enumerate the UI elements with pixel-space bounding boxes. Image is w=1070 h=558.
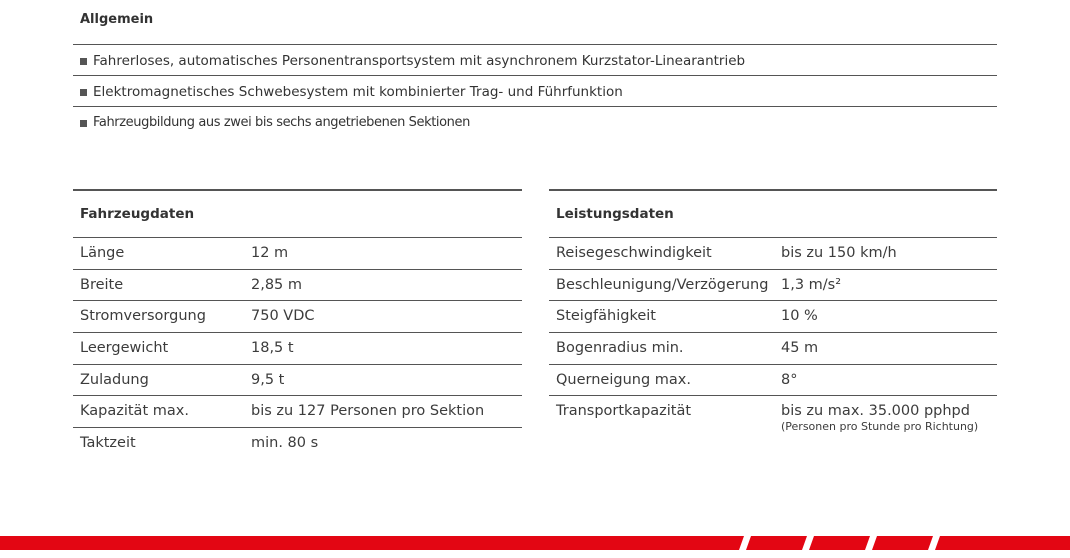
brand-stripe-main — [0, 536, 744, 550]
square-bullet-icon — [80, 120, 87, 127]
table-row — [73, 428, 522, 460]
row-label: Kapazität max. — [80, 403, 189, 420]
row-label: Bogenradius min. — [556, 340, 684, 357]
table-row — [73, 270, 522, 302]
table-row — [73, 238, 522, 270]
row-value: 1,3 m/s² — [781, 276, 842, 293]
table-row — [73, 333, 522, 365]
row-value: 9,5 t — [251, 371, 285, 388]
row-value: 45 m — [781, 340, 819, 357]
table-row — [549, 270, 997, 302]
general-item-text: Fahrzeugbildung aus zwei bis sechs angetriebenen Sektionen — [93, 115, 470, 130]
general-item — [73, 106, 997, 137]
vehicle-data-title: Fahrzeugdaten — [73, 191, 522, 238]
row-value: 2,85 m — [251, 276, 303, 293]
brand-stripe-segment — [872, 536, 933, 550]
general-item — [73, 75, 997, 106]
performance-data-title: Leistungsdaten — [549, 191, 997, 238]
row-label: Stromversorgung — [80, 308, 206, 325]
table-row — [549, 333, 997, 365]
general-list — [73, 44, 997, 137]
row-label: Zuladung — [80, 371, 149, 388]
table-row — [549, 301, 997, 333]
brand-stripe-segment — [746, 536, 807, 550]
row-label: Reisegeschwindigkeit — [556, 245, 712, 261]
vehicle-data-table — [73, 189, 522, 460]
row-label: Länge — [80, 245, 125, 261]
brand-stripe — [0, 536, 1070, 550]
general-item — [73, 44, 997, 75]
table-row — [549, 365, 997, 397]
table-row — [73, 396, 522, 428]
row-value: 10 % — [781, 308, 818, 325]
row-value-note: (Personen pro Stunde pro Richtung) — [781, 420, 979, 434]
general-item-text: Elektromagnetisches Schwebesystem mit kombinierter Trag- und Führfunktion — [93, 84, 623, 100]
table-row — [549, 396, 997, 438]
row-label: Transportkapazität — [556, 403, 692, 420]
row-label: Beschleunigung/Verzögerung — [556, 276, 769, 293]
general-title: Allgemein — [80, 12, 154, 27]
brand-stripe-segment — [935, 536, 1070, 550]
row-label: Taktzeit — [80, 435, 136, 452]
row-label: Steigfähigkeit — [556, 308, 656, 325]
table-row — [73, 301, 522, 333]
brand-stripe-segment — [809, 536, 870, 550]
table-row — [73, 365, 522, 397]
general-item-text: Fahrerloses, automatisches Personentransportsystem mit asynchronem Kurzstator-Linearantrieb — [93, 53, 746, 69]
row-value: 750 VDC — [251, 308, 315, 325]
row-value: bis zu 127 Personen pro Sektion — [251, 403, 485, 420]
row-value: bis zu 150 km/h — [781, 245, 897, 261]
square-bullet-icon — [80, 58, 87, 65]
row-label: Breite — [80, 276, 124, 293]
row-label: Leergewicht — [80, 340, 169, 357]
row-value: 8° — [781, 371, 798, 388]
row-value: 18,5 t — [251, 340, 294, 357]
square-bullet-icon — [80, 89, 87, 96]
row-value — [781, 396, 978, 438]
row-label: Querneigung max. — [556, 371, 691, 388]
row-value-main: bis zu max. 35.000 pphpd — [781, 403, 970, 420]
table-row — [549, 238, 997, 270]
row-value: min. 80 s — [251, 435, 319, 452]
performance-data-table — [549, 189, 997, 438]
row-value: 12 m — [251, 245, 289, 261]
